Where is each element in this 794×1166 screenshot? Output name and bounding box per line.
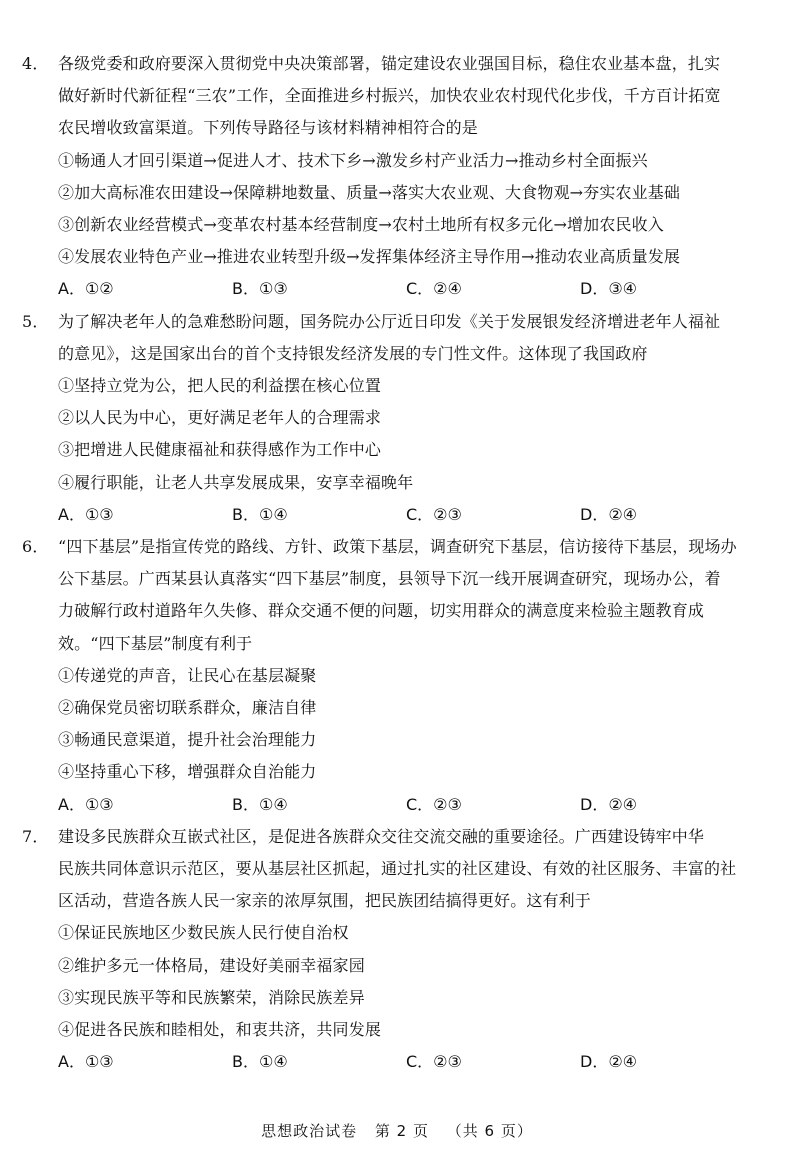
choice-a[interactable]: A．①③ <box>58 794 114 814</box>
question-stem-line: 力破解行政村道路年久失修、群众交通不便的问题，切实用群众的满意度来检验主题教育成 <box>58 601 705 621</box>
choice-d[interactable]: D．②④ <box>580 504 638 524</box>
statement-option: ④促进各民族和睦相处，和衷共济，共同发展 <box>58 1020 382 1040</box>
question-stem-line: 6． “四下基层”是指宣传党的路线、方针、政策下基层，调查研究下基层，信访接待下基层，现场办 <box>22 531 754 563</box>
answer-choices <box>22 499 754 531</box>
question-7 <box>22 821 754 1079</box>
statement-option: ④发展农业特色产业→推进农业转型升级→发挥集体经济主导作用→推动农业高质量发展 <box>58 247 681 267</box>
answer-choices <box>22 273 754 305</box>
choice-c[interactable]: C．②④ <box>406 279 462 299</box>
statement-option: ①坚持立党为公，把人民的利益摆在核心位置 <box>58 376 382 396</box>
choice-b[interactable]: B．①④ <box>232 794 288 814</box>
choice-a[interactable]: A．①② <box>58 279 114 299</box>
footer-page-number: 第 2 页 <box>374 1122 429 1140</box>
statement-option: ①保证民族地区少数民族人民行使自治权 <box>58 923 349 943</box>
question-stem-line: 做好新时代新征程“三农”工作，全面推进乡村振兴，加快农业农村现代化步伐，千方百计拓宽 <box>58 86 721 106</box>
question-stem-line: 效。“四下基层”制度有利于 <box>58 633 253 653</box>
question-stem-line: 的意见》，这是国家出台的首个支持银发经济发展的专门性文件。这体现了我国政府 <box>58 343 648 363</box>
statement-option: ①传递党的声音，让民心在基层凝聚 <box>58 665 317 685</box>
choice-b[interactable]: B．①④ <box>232 504 288 524</box>
statement-option: ④坚持重心下移，增强群众自治能力 <box>58 762 317 782</box>
question-stem-line: 区活动，营造各族人民一家亲的浓厚氛围，把民族团结搞得更好。这有利于 <box>58 891 591 911</box>
question-stem-line: 民族共同体意识示范区，要从基层社区抓起，通过扎实的社区建设、有效的社区服务、丰富的社 <box>58 859 737 879</box>
answer-choices <box>22 1046 754 1078</box>
choice-a[interactable]: A．①③ <box>58 504 114 524</box>
question-6 <box>22 531 754 821</box>
statement-option: ②确保党员密切联系群众，廉洁自律 <box>58 698 317 718</box>
choice-b[interactable]: B．①③ <box>232 279 288 299</box>
question-5 <box>22 306 754 531</box>
question-number: 7． <box>22 826 49 846</box>
question-stem-line: 5． 为了解决老年人的急难愁盼问题，国务院办公厅近日印发《关于发展银发经济增进老年人福祉 <box>22 306 754 338</box>
question-stem-line: 4． 各级党委和政府要深入贯彻党中央决策部署，锚定建设农业强国目标，稳住农业基本盘，扎实 <box>22 48 754 80</box>
question-number: 5． <box>22 311 49 331</box>
statement-option: ④履行职能，让老人共享发展成果，安享幸福晚年 <box>58 472 414 492</box>
question-stem-line: 公下基层。广西某县认真落实“四下基层”制度，县领导下沉一线开展调查研究，现场办公，着 <box>58 569 721 589</box>
footer-subject: 思想政治试卷 <box>261 1122 358 1140</box>
statement-option: ③实现民族平等和民族繁荣，消除民族差异 <box>58 987 365 1007</box>
statement-option: ②维护多元一体格局，建设好美丽幸福家园 <box>58 955 365 975</box>
choice-b[interactable]: B．①④ <box>232 1052 288 1072</box>
statement-option: ③创新农业经营模式→变革农村基本经营制度→农村土地所有权多元化→增加农民收入 <box>58 215 664 235</box>
statement-option: ③把增进人民健康福祉和获得感作为工作中心 <box>58 440 382 460</box>
page-footer <box>0 1120 794 1141</box>
choice-d[interactable]: D．③④ <box>580 279 638 299</box>
choice-c[interactable]: C．②③ <box>406 504 462 524</box>
question-stem-line: 农民增收致富渠道。下列传导路径与该材料精神相符合的是 <box>58 118 478 138</box>
question-4 <box>22 48 754 306</box>
choice-a[interactable]: A．①③ <box>58 1052 114 1072</box>
question-number: 6． <box>22 537 49 557</box>
choice-d[interactable]: D．②④ <box>580 1052 638 1072</box>
statement-option: ①畅通人才回引渠道→促进人才、技术下乡→激发乡村产业活力→推动乡村全面振兴 <box>58 150 648 170</box>
question-stem-line: 7． 建设多民族群众互嵌式社区，是促进各族群众交往交流交融的重要途径。广西建设铸牢中华 <box>22 821 754 853</box>
statement-option: ③畅通民意渠道，提升社会治理能力 <box>58 730 317 750</box>
statement-option: ②加大高标准农田建设→保障耕地数量、质量→落实大农业观、大食物观→夯实农业基础 <box>58 182 681 202</box>
answer-choices <box>22 789 754 821</box>
question-number: 4． <box>22 54 49 73</box>
statement-option: ②以人民为中心，更好满足老年人的合理需求 <box>58 408 382 428</box>
choice-d[interactable]: D．②④ <box>580 794 638 814</box>
choice-c[interactable]: C．②③ <box>406 1052 462 1072</box>
choice-c[interactable]: C．②③ <box>406 794 462 814</box>
footer-total-pages: （共 6 页） <box>446 1122 533 1140</box>
